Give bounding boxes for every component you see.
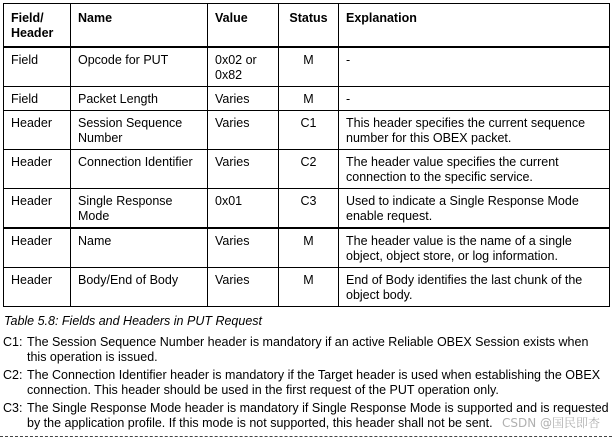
- cell-explanation: End of Body identifies the last chunk of the object body.: [339, 268, 610, 307]
- table-row: [4, 47, 610, 87]
- cell-value: Varies: [208, 228, 279, 268]
- page-break-divider: [0, 436, 612, 437]
- cell-status: M: [279, 47, 339, 87]
- cell-value: Varies: [208, 268, 279, 307]
- table-row: [4, 150, 610, 189]
- note-text: The Connection Identifier header is mandatory if the Target header is used when establishing the OBEX connection. This header should be used in the first request of the PUT operation only.: [27, 368, 601, 397]
- cell-value: 0x01: [208, 189, 279, 229]
- note-id: C2:: [3, 368, 23, 382]
- column-header-status: Status: [279, 4, 339, 48]
- cell-explanation: -: [339, 47, 610, 87]
- column-header-name: Name: [71, 4, 208, 48]
- condition-note: [3, 335, 609, 365]
- cell-name: Connection Identifier: [71, 150, 208, 189]
- cell-field: Field: [4, 87, 71, 111]
- cell-field: Field: [4, 47, 71, 87]
- cell-value: Varies: [208, 87, 279, 111]
- column-header-field: Field/ Header: [4, 4, 71, 48]
- cell-status: M: [279, 228, 339, 268]
- cell-explanation: The header value is the name of a single object, object store, or log information.: [339, 228, 610, 268]
- table-row: [4, 268, 610, 307]
- cell-explanation: Used to indicate a Single Response Mode enable request.: [339, 189, 610, 229]
- watermark-text: CSDN @国民即杏: [501, 416, 600, 430]
- table-row: [4, 87, 610, 111]
- cell-status: M: [279, 87, 339, 111]
- cell-name: Session Sequence Number: [71, 111, 208, 150]
- cell-name: Single Response Mode: [71, 189, 208, 229]
- column-header-value: Value: [208, 4, 279, 48]
- cell-explanation: This header specifies the current sequence number for this OBEX packet.: [339, 111, 610, 150]
- cell-name: Body/End of Body: [71, 268, 208, 307]
- note-id: C1:: [3, 335, 23, 349]
- cell-field: Header: [4, 150, 71, 189]
- table-row: [4, 189, 610, 229]
- table-row: [4, 111, 610, 150]
- cell-name: Opcode for PUT: [71, 47, 208, 87]
- table-header-row: [4, 4, 610, 48]
- cell-name: Packet Length: [71, 87, 208, 111]
- note-text: The Single Response Mode header is mandatory if Single Response Mode is supported and is requested by the application profile. If this mode is not supported, this header shall not be sent.: [27, 401, 609, 430]
- cell-field: Header: [4, 228, 71, 268]
- cell-value: 0x02 or 0x82: [208, 47, 279, 87]
- cell-name: Name: [71, 228, 208, 268]
- note-id: C3:: [3, 401, 23, 415]
- condition-note: [3, 368, 609, 398]
- cell-status: C1: [279, 111, 339, 150]
- cell-explanation: The header value specifies the current connection to the specific service.: [339, 150, 610, 189]
- cell-field: Header: [4, 268, 71, 307]
- fields-headers-table: [3, 3, 610, 307]
- cell-field: Header: [4, 189, 71, 229]
- table-row: [4, 228, 610, 268]
- cell-explanation: -: [339, 87, 610, 111]
- cell-status: M: [279, 268, 339, 307]
- table-body: [4, 47, 610, 307]
- cell-field: Header: [4, 111, 71, 150]
- cell-status: C3: [279, 189, 339, 229]
- cell-value: Varies: [208, 111, 279, 150]
- cell-value: Varies: [208, 150, 279, 189]
- table-caption: Table 5.8: Fields and Headers in PUT Request: [4, 314, 263, 328]
- note-text: The Session Sequence Number header is mandatory if an active Reliable OBEX Session exists when this operation is issued.: [27, 335, 589, 364]
- column-header-explanation: Explanation: [339, 4, 610, 48]
- document-page: [3, 3, 609, 434]
- cell-status: C2: [279, 150, 339, 189]
